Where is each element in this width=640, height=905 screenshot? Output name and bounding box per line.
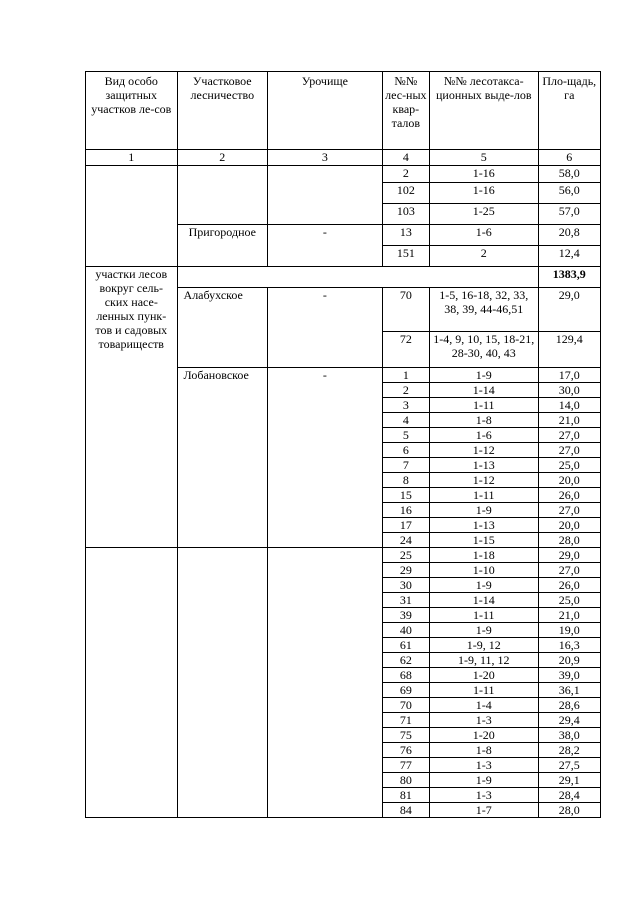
quarter-cell: 16 bbox=[382, 503, 429, 518]
area-cell: 27,0 bbox=[538, 443, 600, 458]
allotment-cell: 1-4 bbox=[429, 698, 538, 713]
quarter-cell: 77 bbox=[382, 758, 429, 773]
quarter-cell: 102 bbox=[382, 183, 429, 204]
allotment-cell: 1-6 bbox=[429, 225, 538, 246]
empty-type-cell bbox=[86, 548, 178, 818]
table-row bbox=[86, 166, 601, 183]
allotment-cell: 1-16 bbox=[429, 183, 538, 204]
quarter-cell: 7 bbox=[382, 458, 429, 473]
quarter-cell: 4 bbox=[382, 413, 429, 428]
allotment-cell: 1-14 bbox=[429, 383, 538, 398]
allotment-cell: 1-11 bbox=[429, 398, 538, 413]
empty-tract-cell bbox=[268, 166, 383, 225]
quarter-cell: 25 bbox=[382, 548, 429, 563]
allotment-cell: 1-12 bbox=[429, 443, 538, 458]
section-type-name: участки лесов вокруг сель-ских насе-ленных пунк-тов и садовых товариществ bbox=[86, 267, 178, 548]
allotment-cell: 1-14 bbox=[429, 593, 538, 608]
district-name: Алабухское bbox=[177, 288, 268, 368]
quarter-cell: 70 bbox=[382, 698, 429, 713]
area-cell: 19,0 bbox=[538, 623, 600, 638]
area-cell: 28,0 bbox=[538, 533, 600, 548]
quarter-cell: 81 bbox=[382, 788, 429, 803]
area-cell: 129,4 bbox=[538, 332, 600, 368]
header-allotment-numbers: №№ лесотакса-ционных выде-лов bbox=[429, 72, 538, 150]
allotment-cell: 1-18 bbox=[429, 548, 538, 563]
allotment-cell: 1-20 bbox=[429, 668, 538, 683]
area-cell: 56,0 bbox=[538, 183, 600, 204]
tract-name: - bbox=[268, 368, 383, 548]
section-total-row bbox=[86, 267, 601, 288]
header-protected-area-type: Вид особо защитных участков ле-сов bbox=[86, 72, 178, 150]
quarter-cell: 40 bbox=[382, 623, 429, 638]
area-cell: 29,0 bbox=[538, 548, 600, 563]
column-number-row bbox=[86, 150, 601, 166]
area-cell: 26,0 bbox=[538, 578, 600, 593]
allotment-cell: 1-12 bbox=[429, 473, 538, 488]
allotment-cell: 1-4, 9, 10, 15, 18-21, 28-30, 40, 43 bbox=[429, 332, 538, 368]
allotment-cell: 1-9, 12 bbox=[429, 638, 538, 653]
area-cell: 20,9 bbox=[538, 653, 600, 668]
district-name: Пригородное bbox=[177, 225, 268, 267]
area-cell: 20,0 bbox=[538, 518, 600, 533]
allotment-cell: 1-3 bbox=[429, 713, 538, 728]
forest-plots-table bbox=[85, 71, 601, 818]
area-cell: 25,0 bbox=[538, 593, 600, 608]
allotment-cell: 2 bbox=[429, 246, 538, 267]
area-cell: 30,0 bbox=[538, 383, 600, 398]
quarter-cell: 24 bbox=[382, 533, 429, 548]
allotment-cell: 1-11 bbox=[429, 608, 538, 623]
quarter-cell: 30 bbox=[382, 578, 429, 593]
quarter-cell: 17 bbox=[382, 518, 429, 533]
empty-tract-cell bbox=[268, 548, 383, 818]
allotment-cell: 1-15 bbox=[429, 533, 538, 548]
quarter-cell: 15 bbox=[382, 488, 429, 503]
area-cell: 12,4 bbox=[538, 246, 600, 267]
area-cell: 25,0 bbox=[538, 458, 600, 473]
quarter-cell: 13 bbox=[382, 225, 429, 246]
allotment-cell: 1-9 bbox=[429, 773, 538, 788]
header-tract: Урочище bbox=[268, 72, 383, 150]
allotment-cell: 1-10 bbox=[429, 563, 538, 578]
area-cell: 39,0 bbox=[538, 668, 600, 683]
quarter-cell: 5 bbox=[382, 428, 429, 443]
column-number: 6 bbox=[538, 150, 600, 166]
area-cell: 28,2 bbox=[538, 743, 600, 758]
quarter-cell: 2 bbox=[382, 166, 429, 183]
allotment-cell: 1-20 bbox=[429, 728, 538, 743]
quarter-cell: 71 bbox=[382, 713, 429, 728]
allotment-cell: 1-6 bbox=[429, 428, 538, 443]
area-cell: 26,0 bbox=[538, 488, 600, 503]
quarter-cell: 31 bbox=[382, 593, 429, 608]
quarter-cell: 103 bbox=[382, 204, 429, 225]
allotment-cell: 1-9 bbox=[429, 578, 538, 593]
allotment-cell: 1-8 bbox=[429, 413, 538, 428]
column-number: 3 bbox=[268, 150, 383, 166]
area-cell: 16,3 bbox=[538, 638, 600, 653]
area-cell: 20,0 bbox=[538, 473, 600, 488]
quarter-cell: 39 bbox=[382, 608, 429, 623]
allotment-cell: 1-25 bbox=[429, 204, 538, 225]
area-cell: 27,0 bbox=[538, 428, 600, 443]
quarter-cell: 68 bbox=[382, 668, 429, 683]
area-cell: 27,0 bbox=[538, 563, 600, 578]
area-cell: 21,0 bbox=[538, 608, 600, 623]
tract-name: - bbox=[268, 288, 383, 368]
area-cell: 27,0 bbox=[538, 503, 600, 518]
allotment-cell: 1-3 bbox=[429, 788, 538, 803]
allotment-cell: 1-16 bbox=[429, 166, 538, 183]
tract-name: - bbox=[268, 225, 383, 267]
empty-type-cell bbox=[86, 166, 178, 267]
header-district-forestry: Участковое лесничество bbox=[177, 72, 268, 150]
quarter-cell: 80 bbox=[382, 773, 429, 788]
empty-span-cell bbox=[177, 267, 538, 288]
area-cell: 29,0 bbox=[538, 288, 600, 332]
area-cell: 27,5 bbox=[538, 758, 600, 773]
allotment-cell: 1-8 bbox=[429, 743, 538, 758]
allotment-cell: 1-9, 11, 12 bbox=[429, 653, 538, 668]
quarter-cell: 76 bbox=[382, 743, 429, 758]
district-name: Лобановское bbox=[177, 368, 268, 548]
allotment-cell: 1-9 bbox=[429, 503, 538, 518]
allotment-cell: 1-7 bbox=[429, 803, 538, 818]
area-cell: 28,6 bbox=[538, 698, 600, 713]
quarter-cell: 69 bbox=[382, 683, 429, 698]
empty-district-cell bbox=[177, 548, 268, 818]
allotment-cell: 1-11 bbox=[429, 488, 538, 503]
allotment-cell: 1-11 bbox=[429, 683, 538, 698]
area-cell: 29,1 bbox=[538, 773, 600, 788]
quarter-cell: 2 bbox=[382, 383, 429, 398]
column-number: 5 bbox=[429, 150, 538, 166]
area-cell: 28,4 bbox=[538, 788, 600, 803]
area-cell: 14,0 bbox=[538, 398, 600, 413]
column-number: 4 bbox=[382, 150, 429, 166]
quarter-cell: 84 bbox=[382, 803, 429, 818]
area-cell: 58,0 bbox=[538, 166, 600, 183]
area-cell: 36,1 bbox=[538, 683, 600, 698]
quarter-cell: 1 bbox=[382, 368, 429, 383]
quarter-cell: 6 bbox=[382, 443, 429, 458]
empty-district-cell bbox=[177, 166, 268, 225]
quarter-cell: 62 bbox=[382, 653, 429, 668]
allotment-cell: 1-5, 16-18, 32, 33, 38, 39, 44-46,51 bbox=[429, 288, 538, 332]
header-area-ha: Пло-щадь, га bbox=[538, 72, 600, 150]
area-cell: 38,0 bbox=[538, 728, 600, 743]
quarter-cell: 75 bbox=[382, 728, 429, 743]
section-total-area: 1383,9 bbox=[538, 267, 600, 288]
quarter-cell: 3 bbox=[382, 398, 429, 413]
area-cell: 17,0 bbox=[538, 368, 600, 383]
area-cell: 29,4 bbox=[538, 713, 600, 728]
table-header-row bbox=[86, 72, 601, 150]
column-number: 2 bbox=[177, 150, 268, 166]
allotment-cell: 1-13 bbox=[429, 518, 538, 533]
allotment-cell: 1-13 bbox=[429, 458, 538, 473]
allotment-cell: 1-9 bbox=[429, 368, 538, 383]
allotment-cell: 1-3 bbox=[429, 758, 538, 773]
area-cell: 21,0 bbox=[538, 413, 600, 428]
area-cell: 20,8 bbox=[538, 225, 600, 246]
area-cell: 57,0 bbox=[538, 204, 600, 225]
quarter-cell: 72 bbox=[382, 332, 429, 368]
quarter-cell: 61 bbox=[382, 638, 429, 653]
quarter-cell: 8 bbox=[382, 473, 429, 488]
area-cell: 28,0 bbox=[538, 803, 600, 818]
allotment-cell: 1-9 bbox=[429, 623, 538, 638]
column-number: 1 bbox=[86, 150, 178, 166]
quarter-cell: 70 bbox=[382, 288, 429, 332]
table-row bbox=[86, 548, 601, 563]
header-quarter-numbers: №№ лес-ных квар-талов bbox=[382, 72, 429, 150]
quarter-cell: 29 bbox=[382, 563, 429, 578]
quarter-cell: 151 bbox=[382, 246, 429, 267]
